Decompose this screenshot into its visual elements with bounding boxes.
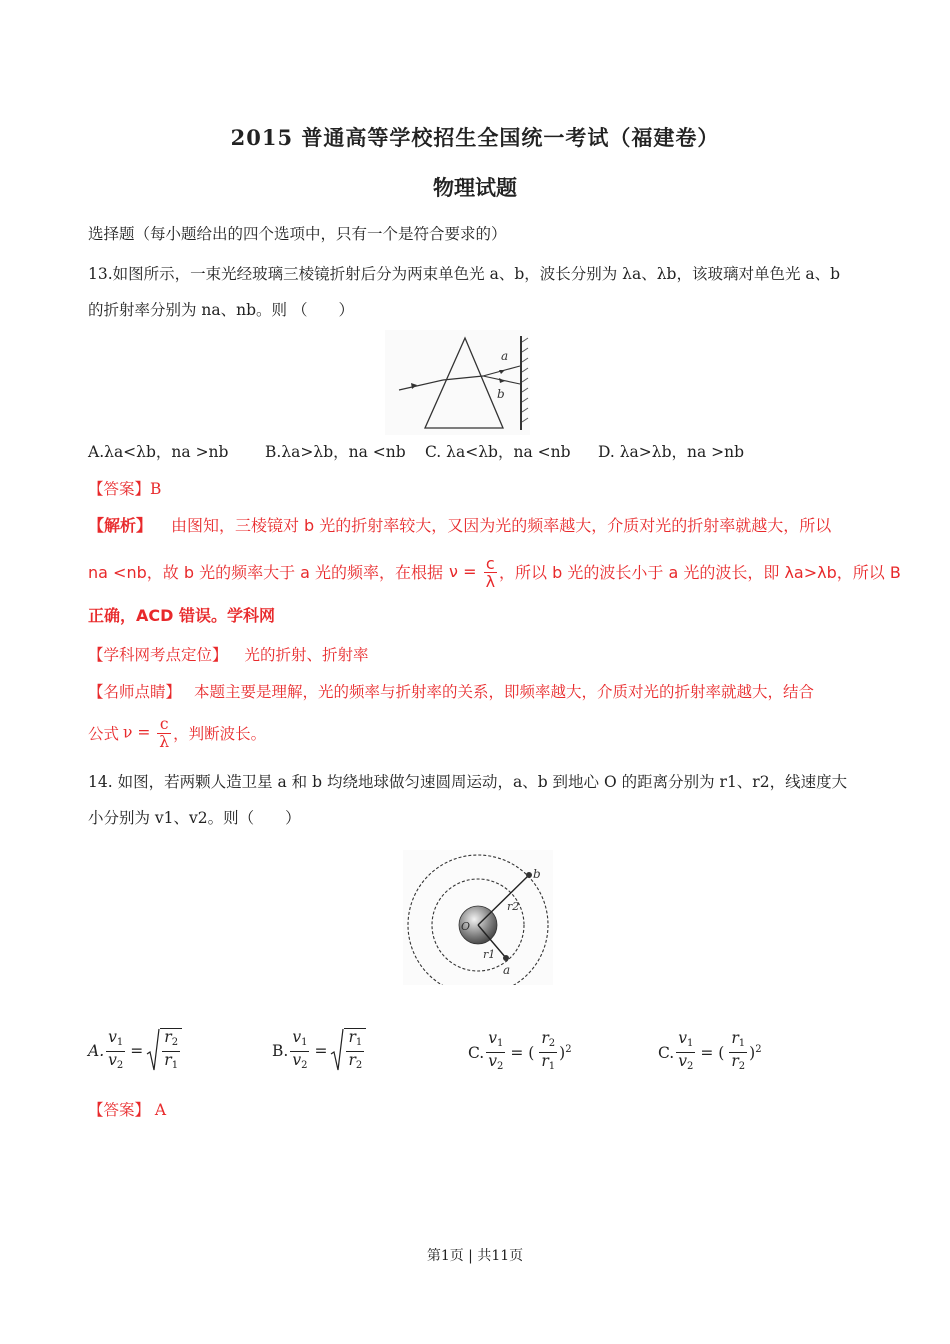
q14-option-b-prefix: B.: [272, 1042, 289, 1060]
analysis-formula: [449, 555, 499, 590]
orbit-label-r1: r1: [483, 948, 496, 961]
q14-stem-line2: 小分别为 v1、v2。则（ ）: [88, 809, 301, 827]
tip-formula: [123, 716, 173, 751]
tip-formula-suffix: ，判断波长。: [173, 724, 267, 743]
orbit-label-r2: r2: [507, 900, 520, 913]
q14-option-c: C. $\frac{v_1}{v_2}$ = ( $\frac{r_2}{r_1}$ )$^2$: [468, 1029, 572, 1072]
formula-numerator: c: [484, 555, 497, 573]
q13-option-b: B.λa>λb，na <nb: [265, 443, 406, 461]
analysis-text-2b: ，所以 b 光的波长小于 a 光的波长，即 λa>λb，所以 B: [499, 562, 901, 582]
q14-option-d: C. $\frac{v_1}{v_2}$ = ( $\frac{r_1}{r_2}$ )$^2$: [658, 1029, 762, 1072]
tip-formula-frac: [157, 716, 171, 751]
tip-formula-lhs: ν =: [123, 723, 151, 742]
q14-option-d-prefix: C.: [658, 1043, 675, 1062]
tip-formula-denominator: λ: [159, 733, 170, 751]
exam-title: 2015 普通高等学校招生全国统一考试（福建卷）: [230, 125, 720, 150]
q14-answer: 【答案】 A: [88, 1101, 167, 1119]
q14-option-c-prefix: C.: [468, 1043, 485, 1062]
q13-analysis-line2: [88, 555, 901, 590]
orbit-label-b: b: [533, 867, 541, 881]
exam-subtitle: 物理试题: [433, 175, 517, 200]
q13-answer: 【答案】B: [88, 480, 162, 498]
q13-analysis-line1: [88, 515, 831, 537]
analysis-text-1: 由图知，三棱镜对 b 光的折射率较大，又因为光的频率越大，介质对光的折射率就越大，所以: [170, 516, 832, 535]
tip-formula-prefix: 公式: [88, 724, 120, 743]
formula-denominator: λ: [485, 572, 496, 591]
tip-tag: 【名师点睛】: [88, 683, 182, 701]
tip-formula-numerator: c: [157, 716, 171, 734]
q14-option-a-prefix: A.: [88, 1042, 105, 1060]
q13-tip-line2: [88, 716, 266, 751]
orbit-label-a: a: [503, 963, 511, 977]
page-footer: 第1页 | 共11页: [426, 1248, 524, 1264]
q14-option-b: B. $\frac{v_1}{v_2}$ = $\frac{r_1}{r_2}$: [272, 1028, 366, 1074]
analysis-formula-frac: [484, 555, 497, 590]
q13-option-a: A.λa<λb，na >nb: [88, 443, 229, 461]
section-heading: 选择题（每小题给出的四个选项中，只有一个是符合要求的）: [88, 225, 507, 243]
prism-label-a: a: [501, 349, 509, 363]
key-point-tag: 【学科网考点定位】: [88, 646, 228, 664]
prism-figure: [385, 330, 530, 435]
analysis-formula-lhs: ν =: [449, 562, 477, 581]
q13-stem-line2: 的折射率分别为 na、nb。则 （ ）: [88, 301, 354, 319]
q13-option-c: C. λa<λb，na <nb: [425, 443, 571, 461]
tip-text: 本题主要是理解，光的频率与折射率的关系，即频率越大，介质对光的折射率就越大，结合: [193, 683, 814, 701]
key-point-text: 光的折射、折射率: [244, 646, 369, 664]
q13-analysis-line3: [88, 605, 275, 627]
analysis-text-2a: na <nb，故 b 光的频率大于 a 光的频率，在根据: [88, 562, 444, 582]
orbit-figure: [403, 850, 553, 985]
q13-option-d: D. λa>λb，na >nb: [598, 443, 745, 461]
orbit-label-o: O: [461, 920, 471, 933]
analysis-tag: 【解析】: [88, 516, 153, 535]
prism-label-b: b: [497, 387, 505, 401]
q14-stem-line1: 14. 如图，若两颗人造卫星 a 和 b 均绕地球做匀速圆周运动，a、b 到地心 O 的距离分别为 r1、r2，线速度大: [88, 773, 848, 791]
q13-tip: [88, 681, 814, 703]
q13-key-point: [88, 644, 368, 666]
analysis-text-3: 正确，ACD 错误。学科网: [88, 606, 275, 625]
q13-stem-line1: 13.如图所示，一束光经玻璃三棱镜折射后分为两束单色光 a、b，波长分别为 λa、λb，该玻璃对单色光 a、b: [88, 265, 841, 283]
q14-option-a: A. $\frac{v_1}{v_2}$ = $\frac{r_2}{r_1}$: [88, 1028, 182, 1074]
